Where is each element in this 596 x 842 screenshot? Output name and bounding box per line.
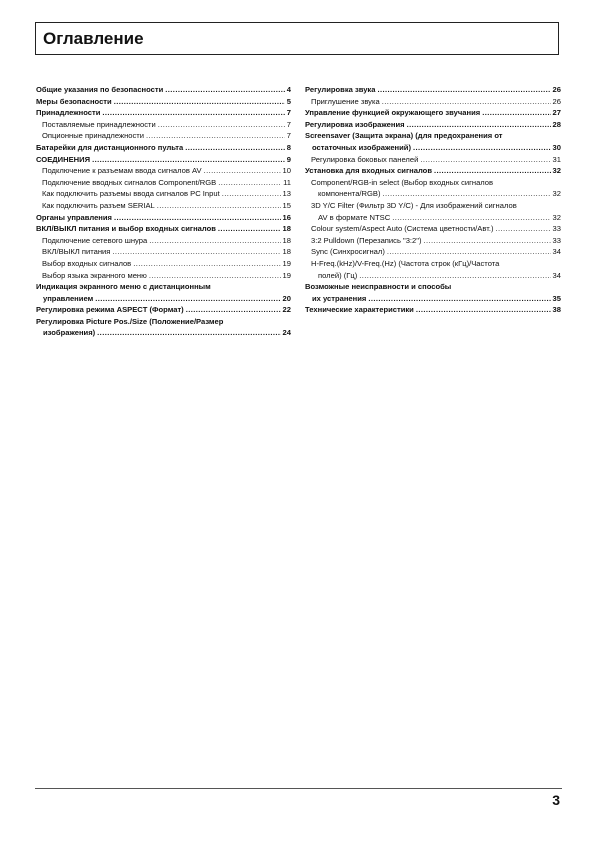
toc-entry xyxy=(36,304,291,316)
toc-entry-title: ВКЛ/ВЫКЛ питания xyxy=(42,247,111,257)
toc-entry-title: Технические характеристики xyxy=(305,305,414,315)
toc-entry-page: 11 xyxy=(283,177,291,187)
toc-entry-page: 24 xyxy=(282,328,291,338)
toc-entry-page: 26 xyxy=(552,96,561,106)
toc-entry xyxy=(36,107,291,119)
toc-leader-dots xyxy=(407,119,551,131)
toc-entry-title: Component/RGB-in select (Выбор входных сигналов xyxy=(311,177,494,187)
toc-leader-dots xyxy=(157,200,281,212)
toc-leader-dots xyxy=(392,212,550,224)
toc-entry-title: их устранения xyxy=(312,293,367,303)
footer-divider xyxy=(35,788,562,789)
page-number: 3 xyxy=(552,792,560,808)
toc-entry xyxy=(305,188,561,200)
toc-leader-dots xyxy=(413,142,551,154)
toc-entry-title: Батарейки для дистанционного пульта xyxy=(36,142,184,152)
toc-entry-page: 32 xyxy=(552,166,561,176)
toc-entry-title: Управление функцией окружающего звучания xyxy=(305,108,481,118)
toc-entry-title: полей) (Гц) xyxy=(318,270,358,280)
toc-entry-title: Органы управления xyxy=(36,212,112,222)
toc-leader-dots xyxy=(158,119,285,131)
toc-entry-title: Опционные принадлежности xyxy=(42,131,145,141)
toc-entry-title: 3:2 Pulldown (Перезапись "3:2") xyxy=(311,235,422,245)
toc-entry-title: изображения) xyxy=(43,328,96,338)
toc-entry-page: 28 xyxy=(552,119,561,129)
toc-entry-page: 19 xyxy=(282,270,291,280)
toc-entry-title: Регулировка изображения xyxy=(305,119,405,129)
toc-entry xyxy=(36,316,291,328)
toc-right-column xyxy=(305,84,561,316)
toc-entry-page: 22 xyxy=(282,305,291,315)
toc-leader-dots xyxy=(114,212,281,224)
toc-leader-dots xyxy=(482,107,550,119)
toc-entry xyxy=(305,96,561,108)
toc-entry-title: Общие указания по безопасности xyxy=(36,85,164,94)
toc-leader-dots xyxy=(133,258,280,270)
toc-entry-page: 30 xyxy=(552,142,561,152)
toc-entry xyxy=(305,293,561,305)
toc-entry-title: Установка для входных сигналов xyxy=(305,166,432,176)
toc-entry-title: Подключение сетевого шнура xyxy=(42,235,148,245)
toc-entry xyxy=(36,119,291,131)
toc-entry xyxy=(305,246,561,258)
toc-leader-dots xyxy=(377,84,550,96)
toc-entry-page: 7 xyxy=(286,131,291,141)
toc-leader-dots xyxy=(218,223,281,235)
toc-entry xyxy=(36,258,291,270)
toc-entry-page: 8 xyxy=(286,142,291,152)
toc-leader-dots xyxy=(97,327,280,339)
toc-entry xyxy=(305,177,561,189)
toc-entry-page: 5 xyxy=(286,96,291,106)
toc-entry-title: Подключение вводных сигналов Component/RGB xyxy=(42,177,217,187)
page-title: Оглавление xyxy=(43,29,144,48)
toc-leader-dots xyxy=(387,246,551,258)
toc-leader-dots xyxy=(359,270,550,282)
toc-entry-title: Возможные неисправности и способы xyxy=(305,282,452,292)
toc-entry-title: Screensaver (Защита экрана) (для предохранения от xyxy=(305,131,503,141)
toc-entry-page: 34 xyxy=(552,247,561,257)
toc-entry-title: компонента/RGB) xyxy=(318,189,381,199)
toc-entry-page: 19 xyxy=(282,258,291,268)
toc-entry xyxy=(36,177,291,189)
toc-entry-title: Выбор входных сигналов xyxy=(42,258,132,268)
toc-entry-title: Sync (Синхросигнал) xyxy=(311,247,385,257)
toc-leader-dots xyxy=(496,223,551,235)
toc-entry xyxy=(36,212,291,224)
toc-entry-title: остаточных изображений) xyxy=(312,142,411,152)
toc-entry xyxy=(36,96,291,108)
toc-entry xyxy=(305,270,561,282)
toc-entry-page: 33 xyxy=(552,224,561,234)
toc-leader-dots xyxy=(222,188,281,200)
toc-entry-title: СОЕДИНЕНИЯ xyxy=(36,154,91,164)
toc-leader-dots xyxy=(165,84,284,96)
toc-entry xyxy=(36,235,291,247)
toc-entry-title: Меры безопасности xyxy=(36,96,112,106)
toc-leader-dots xyxy=(420,154,550,166)
toc-entry-page: 20 xyxy=(282,293,291,303)
toc-entry xyxy=(305,107,561,119)
toc-entry-page: 7 xyxy=(286,119,291,129)
toc-entry-page: 31 xyxy=(552,154,561,164)
toc-entry-page: 9 xyxy=(286,154,291,164)
toc-entry-page: 38 xyxy=(552,305,561,315)
toc-entry-title: Принадлежности xyxy=(36,108,101,118)
toc-entry-title: Как подключить разъем SERIAL xyxy=(42,200,155,210)
toc-entry xyxy=(36,281,291,293)
title-box xyxy=(35,22,559,55)
toc-leader-dots xyxy=(95,293,280,305)
toc-leader-dots xyxy=(218,177,281,189)
toc-leader-dots xyxy=(368,293,550,305)
toc-leader-dots xyxy=(423,235,550,247)
toc-leader-dots xyxy=(186,304,281,316)
toc-entry-title: AV в формате NTSC xyxy=(318,212,391,222)
toc-entry-page: 13 xyxy=(282,189,291,199)
toc-entry xyxy=(305,212,561,224)
toc-entry xyxy=(305,304,561,316)
toc-leader-dots xyxy=(382,96,551,108)
toc-entry xyxy=(36,165,291,177)
toc-entry xyxy=(36,154,291,166)
toc-entry xyxy=(305,200,561,212)
toc-leader-dots xyxy=(92,154,285,166)
toc-entry xyxy=(305,235,561,247)
toc-entry-page: 27 xyxy=(552,108,561,118)
toc-entry-page: 18 xyxy=(282,247,291,257)
toc-leader-dots xyxy=(185,142,285,154)
toc-entry-title: Colour system/Aspect Auto (Система цветности/Авт.) xyxy=(311,224,494,234)
toc-leader-dots xyxy=(146,130,285,142)
toc-entry-page: 18 xyxy=(282,224,291,234)
toc-entry xyxy=(305,130,561,142)
toc-entry xyxy=(305,281,561,293)
toc-entry xyxy=(36,200,291,212)
toc-leader-dots xyxy=(204,165,281,177)
toc-entry-page: 26 xyxy=(552,85,561,94)
toc-entry xyxy=(36,327,291,339)
toc-leader-dots xyxy=(434,165,551,177)
toc-entry xyxy=(36,223,291,235)
toc-entry xyxy=(305,165,561,177)
toc-leader-dots xyxy=(149,270,281,282)
toc-entry-page: 7 xyxy=(286,108,291,118)
toc-entry-title: Подключение к разъемам ввода сигналов AV xyxy=(42,166,202,176)
toc-entry xyxy=(305,154,561,166)
toc-leader-dots xyxy=(114,96,285,108)
toc-entry xyxy=(305,223,561,235)
toc-entry xyxy=(305,119,561,131)
toc-left-column xyxy=(36,84,291,339)
toc-entry-title: управлением xyxy=(43,293,94,303)
toc-leader-dots xyxy=(102,107,284,119)
toc-entry xyxy=(36,293,291,305)
toc-entry xyxy=(36,188,291,200)
toc-entry-page: 16 xyxy=(282,212,291,222)
toc-entry-title: 3D Y/C Filter (Фильтр 3D Y/C) - Для изображений сигналов xyxy=(311,200,517,210)
toc-entry xyxy=(36,246,291,258)
toc-entry xyxy=(305,142,561,154)
toc-leader-dots xyxy=(112,246,280,258)
toc-entry-page: 32 xyxy=(552,212,561,222)
toc-entry-page: 4 xyxy=(286,85,291,94)
toc-leader-dots xyxy=(149,235,280,247)
toc-entry-page: 18 xyxy=(282,235,291,245)
toc-entry-title: Индикация экранного меню с дистанционным xyxy=(36,282,211,292)
toc-entry-title: Как подключить разъемы ввода сигналов PC Input xyxy=(42,189,220,199)
toc-entry xyxy=(305,84,561,96)
toc-entry-page: 10 xyxy=(282,166,291,176)
toc-entry xyxy=(305,258,561,270)
toc-entry xyxy=(36,130,291,142)
toc-entry-title: Поставляемые принадлежности xyxy=(42,119,156,129)
toc-entry-page: 33 xyxy=(552,235,561,245)
toc-entry xyxy=(36,270,291,282)
toc-entry-title: Приглушение звука xyxy=(311,96,380,106)
toc-entry-title: H-Freq.(kHz)/V-Freq.(Hz) (Частота строк (кГц)/Частота xyxy=(311,258,500,268)
toc-entry-title: Регулировка режима ASPECT (Формат) xyxy=(36,305,184,315)
toc-entry-title: Регулировка звука xyxy=(305,85,376,94)
toc-entry-title: ВКЛ/ВЫКЛ питания и выбор входных сигналов xyxy=(36,224,216,234)
toc-entry-title: Выбор языка экранного меню xyxy=(42,270,147,280)
toc-entry-page: 32 xyxy=(552,189,561,199)
toc-entry-page: 35 xyxy=(552,293,561,303)
toc-leader-dots xyxy=(383,188,551,200)
toc-entry-title: Регулировка боковых панелей xyxy=(311,154,419,164)
toc-entry-title: Регулировка Picture Pos./Size (Положение/Размер xyxy=(36,316,224,326)
toc-entry xyxy=(36,84,291,96)
toc-leader-dots xyxy=(416,304,551,316)
toc-entry xyxy=(36,142,291,154)
toc-entry-page: 15 xyxy=(282,200,291,210)
toc-entry-page: 34 xyxy=(552,270,561,280)
